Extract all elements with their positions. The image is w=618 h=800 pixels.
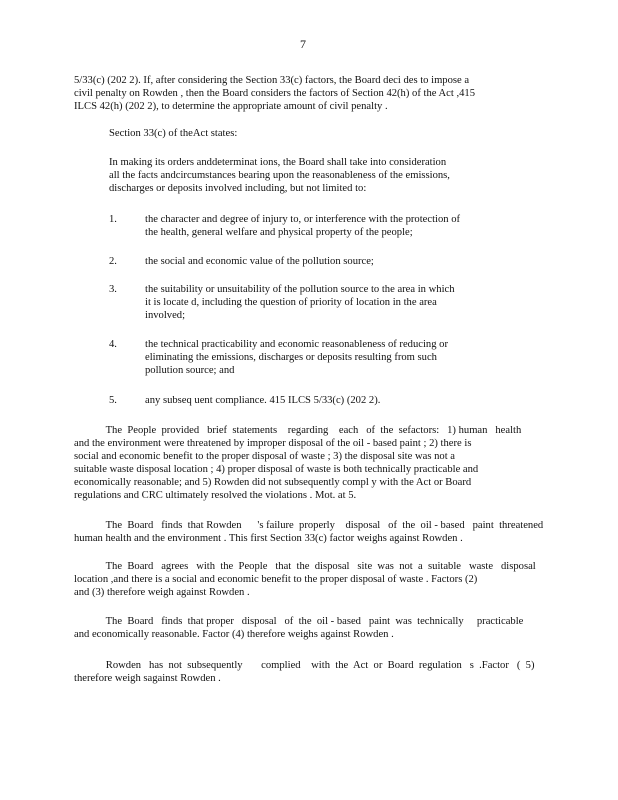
factor-number: 5. <box>109 395 117 406</box>
quote-line: In making its orders anddeterminat ions, the Board shall take into consideration <box>109 157 447 168</box>
factor-line: the health, general welfare and physical property of the people; <box>145 227 413 238</box>
paragraph-line: The Board finds that proper disposal of the oil - based paint was technically practicable <box>74 616 524 627</box>
paragraph-line: The People provided brief statements regarding each of the sefactors: 1) human health <box>74 425 522 436</box>
quote-line: all the facts andcircumstances bearing upon the reasonableness of the emissions, <box>109 170 450 181</box>
paragraph-line: location ,and there is a social and economic benefit to the proper disposal of waste . Factors (2) <box>74 574 478 585</box>
factor-number: 1. <box>109 214 117 225</box>
paragraph-line: Rowden has not subsequently complied with the Act or Board regulation s .Factor ( 5) <box>74 660 535 671</box>
factor-line: pollution source; and <box>145 365 235 376</box>
paragraph-line: and economically reasonable. Factor (4) therefore weighs against Rowden . <box>74 629 394 640</box>
paragraph-line: social and economic benefit to the proper disposal of waste ; 3) the disposal site was not a <box>74 451 455 462</box>
paragraph-line: and the environment were threatened by improper disposal of the oil - based paint ; 2) there is <box>74 438 472 449</box>
paragraph-line: economically reasonable; and 5) Rowden did not subsequently compl y with the Act or Board <box>74 477 472 488</box>
paragraph-line: 5/33(c) (202 2). If, after considering the Section 33(c) factors, the Board deci des to impose a <box>74 75 470 86</box>
section-intro: Section 33(c) of theAct states: <box>109 128 238 139</box>
factor-number: 3. <box>109 284 117 295</box>
paragraph-line: The Board agrees with the People that the disposal site was not a suitable waste disposal <box>74 561 536 572</box>
factor-line: the social and economic value of the pollution source; <box>145 256 374 267</box>
factor-line: eliminating the emissions, discharges or deposits resulting from such <box>145 352 437 363</box>
paragraph-line: suitable waste disposal location ; 4) proper disposal of waste is both technically practicable and <box>74 464 479 475</box>
factor-line: the technical practicability and economic reasonableness of reducing or <box>145 339 448 350</box>
factor-line: the character and degree of injury to, or interference with the protection of <box>145 214 461 225</box>
paragraph-line: regulations and CRC ultimately resolved the violations . Mot. at 5. <box>74 490 357 501</box>
factor-number: 4. <box>109 339 117 350</box>
factor-line: the suitability or unsuitability of the pollution source to the area in which <box>145 284 455 295</box>
page-number: 7 <box>300 37 306 51</box>
paragraph-line: and (3) therefore weigh against Rowden . <box>74 587 250 598</box>
factor-number: 2. <box>109 256 117 267</box>
factor-line: involved; <box>145 310 186 321</box>
paragraph-line: ILCS 42(h) (202 2), to determine the appropriate amount of civil penalty . <box>74 101 388 112</box>
factor-line: it is locate d, including the question of priority of location in the area <box>145 297 437 308</box>
quote-line: discharges or deposits involved including, but not limited to: <box>109 183 367 194</box>
paragraph-line: civil penalty on Rowden , then the Board considers the factors of Section 42(h) of the Act ,415 <box>74 88 475 99</box>
factor-line: any subseq uent compliance. 415 ILCS 5/33(c) (202 2). <box>145 395 381 406</box>
paragraph-line: therefore weigh sagainst Rowden . <box>74 673 221 684</box>
paragraph-line: human health and the environment . This first Section 33(c) factor weighs against Rowden . <box>74 533 463 544</box>
paragraph-line: The Board finds that Rowden 's failure properly disposal of the oil - based paint threatened <box>74 520 544 531</box>
